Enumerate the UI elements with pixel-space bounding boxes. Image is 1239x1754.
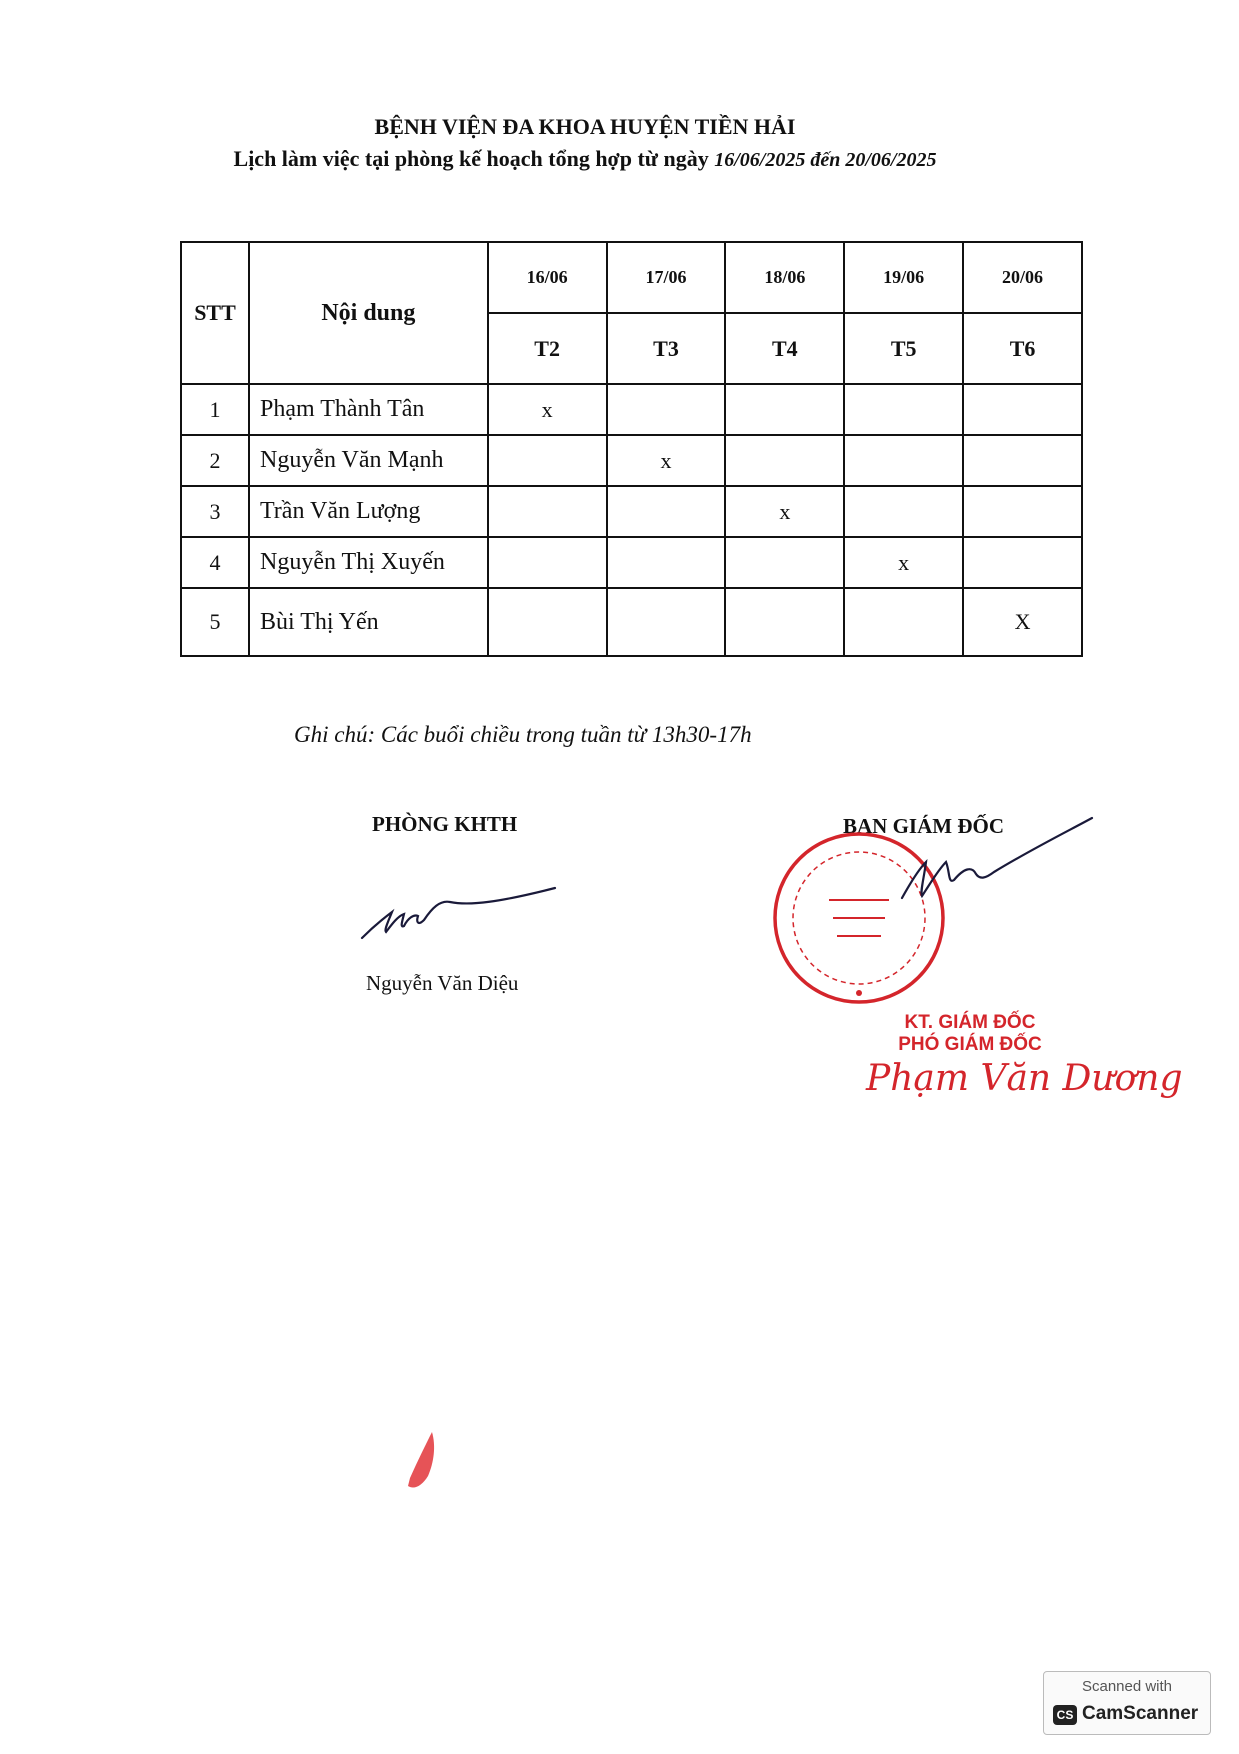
row-mark: x <box>607 435 726 486</box>
row-mark: x <box>725 486 844 537</box>
date-range: 16/06/2025 đến 20/06/2025 <box>714 149 937 171</box>
row-stt: 1 <box>181 384 249 435</box>
row-name: Trần Văn Lượng <box>249 486 488 537</box>
header-date: 19/06 <box>844 242 963 313</box>
scanned-with-label: Scanned with <box>1081 1678 1173 1695</box>
ink-smudge <box>408 1432 434 1488</box>
left-signature-title: PHÒNG KHTH <box>372 812 518 836</box>
subtitle-text: Lịch làm việc tại phòng kế hoạch tổng hợp từ ngày <box>233 146 709 171</box>
header-stt: STT <box>181 242 249 384</box>
row-name: Nguyễn Thị Xuyến <box>249 537 488 588</box>
left-signature <box>362 888 555 938</box>
stamp-line-1: KT. GIÁM ĐỐC <box>904 1012 1036 1033</box>
left-signer-name: Nguyễn Văn Diệu <box>366 971 519 995</box>
header-day: T2 <box>488 313 607 384</box>
row-mark: X <box>963 588 1082 656</box>
row-mark: x <box>488 384 607 435</box>
stamp-line-2: PHÓ GIÁM ĐỐC <box>898 1034 1042 1055</box>
camscanner-name: CamScanner <box>1082 1703 1199 1724</box>
stamp-signer-name: Phạm Văn Dương <box>866 1058 1183 1099</box>
right-signature <box>902 818 1092 898</box>
header-date: 20/06 <box>963 242 1082 313</box>
header-day: T4 <box>725 313 844 384</box>
red-stamp <box>775 834 943 1002</box>
camscanner-badge <box>1043 1671 1211 1735</box>
row-name: Nguyễn Văn Mạnh <box>249 435 488 486</box>
right-signature-title: BAN GIÁM ĐỐC <box>843 814 1004 838</box>
header-day: T6 <box>963 313 1082 384</box>
row-stt: 3 <box>181 486 249 537</box>
row-name: Phạm Thành Tân <box>249 384 488 435</box>
hospital-title: BỆNH VIỆN ĐA KHOA HUYỆN TIỀN HẢI <box>374 114 796 139</box>
row-stt: 2 <box>181 435 249 486</box>
row-stt: 4 <box>181 537 249 588</box>
header-date: 17/06 <box>607 242 726 313</box>
row-name: Bùi Thị Yến <box>249 588 488 656</box>
row-stt: 5 <box>181 588 249 656</box>
header-content: Nội dung <box>249 242 488 384</box>
camscanner-logo-icon: CS <box>1053 1705 1077 1725</box>
row-mark: x <box>844 537 963 588</box>
note-text: Ghi chú: Các buổi chiều trong tuần từ 13h30-17h <box>294 722 752 747</box>
header-date: 16/06 <box>488 242 607 313</box>
header-day: T3 <box>607 313 726 384</box>
header-day: T5 <box>844 313 963 384</box>
header-date: 18/06 <box>725 242 844 313</box>
